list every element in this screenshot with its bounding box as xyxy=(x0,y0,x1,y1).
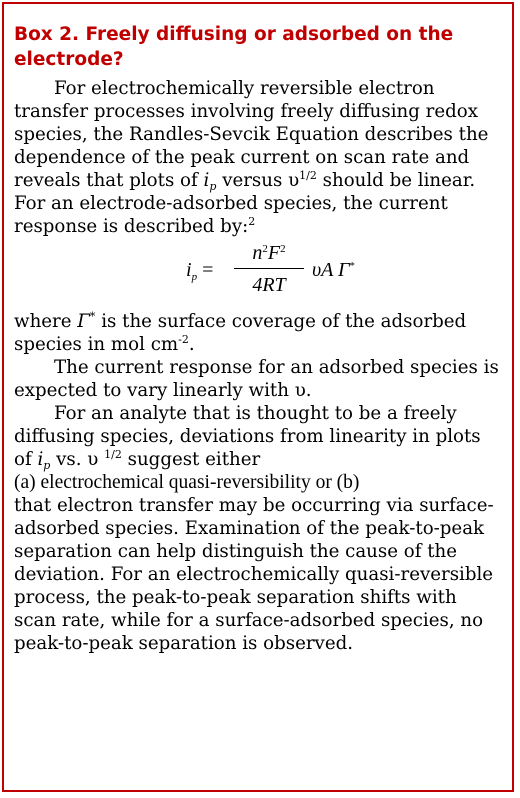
p1-ref: 2 xyxy=(248,215,256,228)
paragraph-surface-coverage xyxy=(14,310,504,356)
box-title: Box 2. Freely diffusing or adsorbed on the electrode? xyxy=(14,24,454,70)
p2-gamma-exp: * xyxy=(89,310,96,323)
eq-num-n-exp: 2 xyxy=(262,243,268,255)
eq-rhs-text: υA Γ xyxy=(312,259,350,281)
eq-num-F: F xyxy=(267,242,281,264)
eq-numerator xyxy=(232,238,306,268)
info-box xyxy=(2,2,514,792)
p1-text-a: For electrochemically reversible electron transfer processes involving freely diffusing redox species, the Randles-Sevcik Equation describes the dependence of the peak current on scan rate and reveals that plots of xyxy=(14,78,489,191)
adsorbed-current-equation xyxy=(14,238,504,310)
p4-ip-sub: p xyxy=(43,459,51,472)
eq-lhs xyxy=(186,259,213,282)
p4-ip: i xyxy=(37,449,44,470)
paragraph-deviation xyxy=(14,402,504,471)
paragraph-deviation-rest: that electron transfer may be occurring via surface-adsorbed species. Examination of the peak-to-peak separation can help distinguish the cause of the deviation. For an electrochemically quasi-reversible process, the peak-to-peak separation shifts with scan rate, while for a surface-adsorbed species, no peak-to-peak separation is observed. xyxy=(14,495,494,654)
paragraph-deviation-options: (a) electrochemical quasi-reversibility or (b) xyxy=(14,472,360,493)
p4-text-c: suggest either xyxy=(121,449,261,470)
paragraph-adsorbed-response: The current response for an adsorbed species is expected to vary linearly with υ. xyxy=(14,357,499,401)
eq-num-F-exp: 2 xyxy=(280,243,286,255)
p1-text-b: versus xyxy=(216,170,289,191)
eq-rhs-exp: * xyxy=(349,260,355,272)
p1-upsilon: υ xyxy=(288,170,300,191)
eq-equals: = xyxy=(202,259,214,281)
p2-text-a: where xyxy=(14,311,78,332)
p2-text-b: is the surface coverage of the adsorbed species in mol cm xyxy=(14,311,467,355)
eq-num-n: n xyxy=(252,242,263,264)
p2-gamma: Γ xyxy=(77,311,90,332)
p1-text-c: should be linear. For an electrode-adsorbed species, the current response is described by: xyxy=(14,170,476,237)
p4-text-b: vs. υ xyxy=(50,449,105,470)
eq-lhs-sub: p xyxy=(191,271,198,283)
p1-exp: 1/2 xyxy=(299,169,317,182)
eq-denominator: 4RT xyxy=(252,274,286,296)
p1-ip: i xyxy=(203,170,210,191)
p1-ip-sub: p xyxy=(209,180,217,193)
p2-text-c: . xyxy=(188,334,195,355)
eq-fraction xyxy=(232,238,306,301)
eq-rhs xyxy=(312,259,355,282)
p4-exp: 1/2 xyxy=(104,448,122,461)
p2-unit-exp: -2 xyxy=(178,333,189,346)
paragraph-randles-sevcik xyxy=(14,77,504,238)
eq-lhs-i: i xyxy=(186,259,192,281)
p4-text-a: For an analyte that is thought to be a freely diffusing species, deviations from linearity in plots of xyxy=(14,403,481,470)
